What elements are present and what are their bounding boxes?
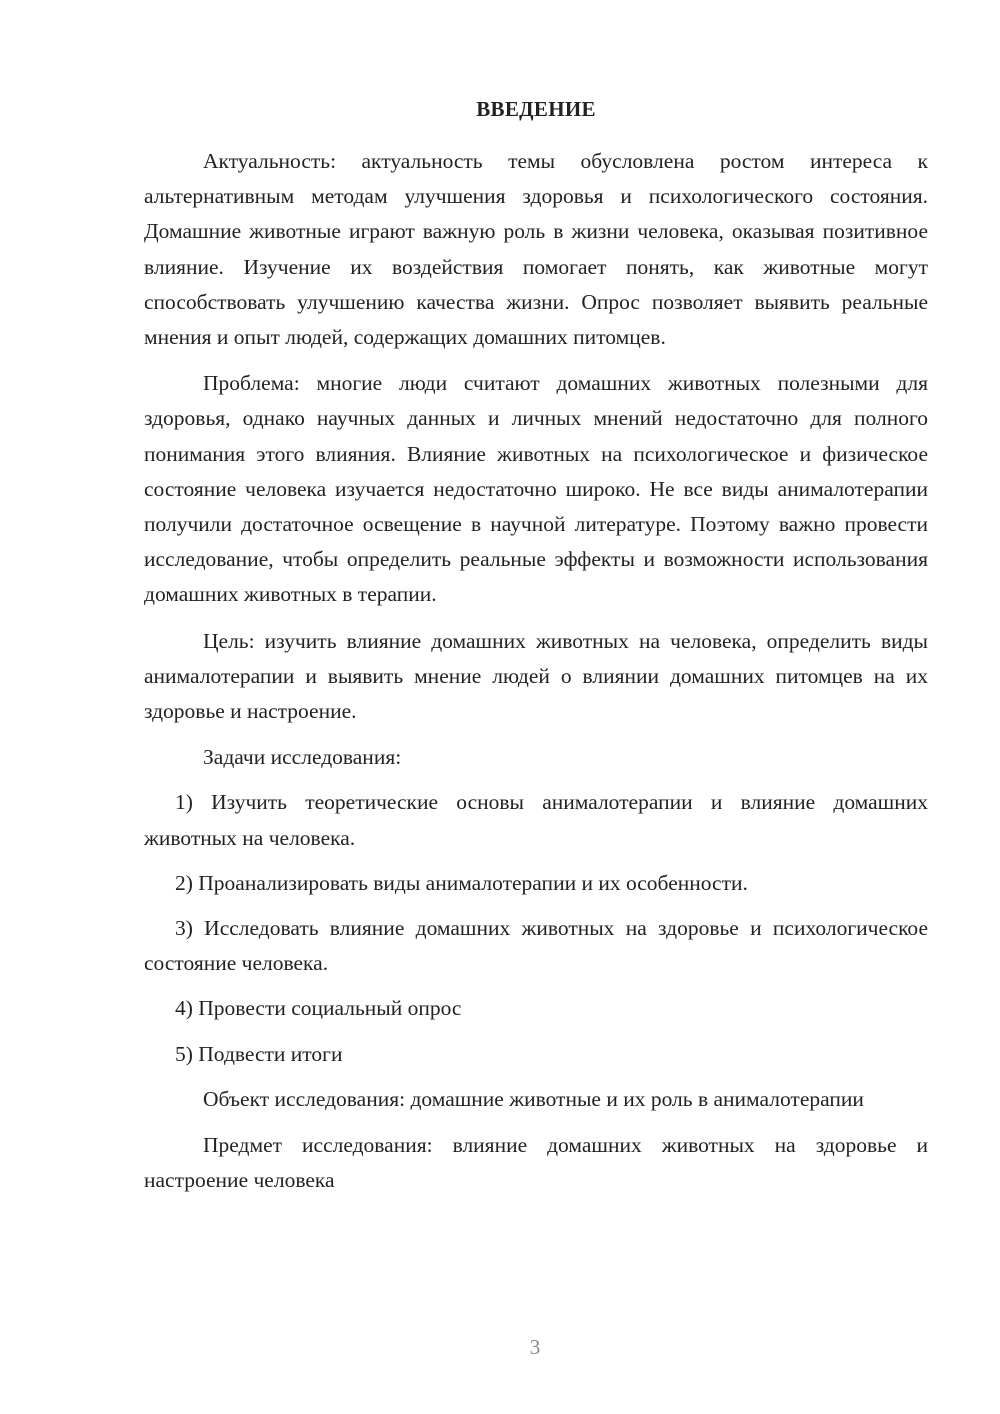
paragraph-relevance: Актуальность: актуальность темы обусловлена ростом интереса к альтернативным методам улучшения здоровья и психологического состояния. Домашние животные играют важную роль в жизни человека, оказывая позитивное влияние. Изучение их воздействия помогает понять, как животные могут способствовать улучшению качества жизни. Опрос позволяет выявить реальные мнения и опыт людей, содержащих домашних питомцев. (144, 149, 928, 350)
paragraph-research-object: Объект исследования: домашние животные и их роль в анималотерапии (203, 1086, 864, 1111)
task-item-2: 2) Проанализировать виды анималотерапии и их особенности. (175, 870, 748, 895)
task-item-3: 3) Исследовать влияние домашних животных на здоровье и психологическое состояние человека. (144, 916, 928, 976)
paragraph-research-subject: Предмет исследования: влияние домашних животных на здоровье и настроение человека (144, 1133, 928, 1193)
task-item-1: 1) Изучить теоретические основы анималотерапии и влияние домашних животных на человека. (144, 790, 928, 850)
paragraph-goal: Цель: изучить влияние домашних животных на человека, определить виды анималотерапии и выявить мнение людей о влиянии домашних питомцев на их здоровье и настроение. (144, 628, 928, 724)
page-number: 3 (529, 1335, 541, 1359)
paragraph-tasks-heading: Задачи исследования: (203, 745, 402, 770)
document-page (144, 94, 928, 1198)
task-item-5: 5) Подвести итоги (175, 1041, 343, 1066)
page-title: ВВЕДЕНИЕ (476, 97, 596, 121)
paragraph-problem: Проблема: многие люди считают домашних животных полезными для здоровья, однако научных данных и личных мнений недостаточно для полного понимания этого влияния. Влияние животных на психологическое и физическое состояние человека изучается недостаточно широко. Не все виды анималотерапии получили достаточное освещение в научной литературе. Поэтому важно провести исследование, чтобы определить реальные эффекты и возможности использования домашних животных в терапии. (144, 371, 928, 607)
task-item-4: 4) Провести социальный опрос (175, 996, 462, 1021)
